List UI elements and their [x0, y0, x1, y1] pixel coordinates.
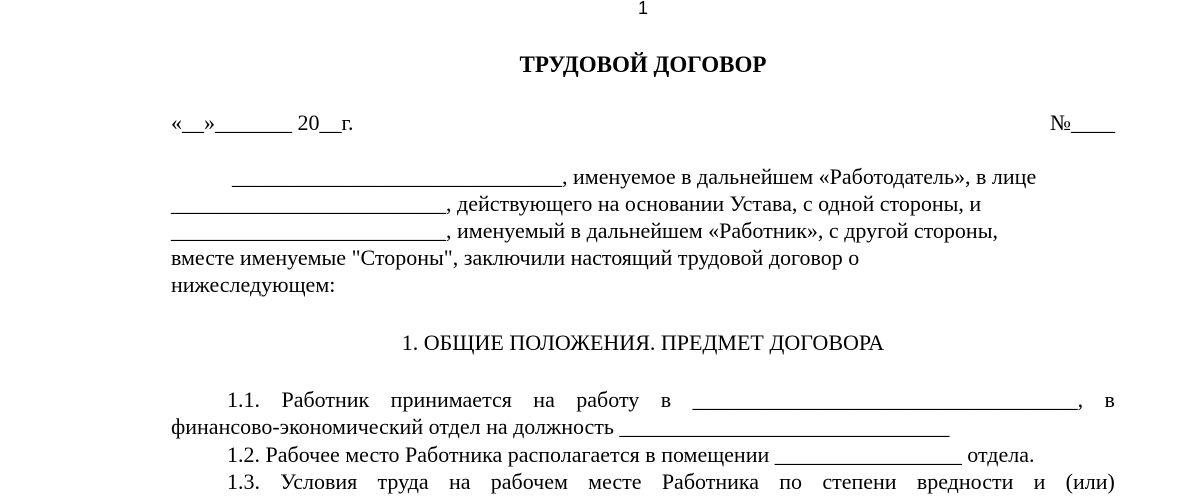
preamble-line-3: _________________________, именуемый в дальнейшем «Работник», с другой стороны,	[171, 218, 998, 243]
clause-word: Условия	[280, 469, 358, 494]
clause-word: месте	[588, 469, 642, 494]
clause-word: и	[1033, 469, 1046, 494]
preamble-line-1: ______________________________, именуемое в дальнейшем «Работодатель», в лице	[232, 164, 1037, 189]
clause-word: 1.3.	[227, 469, 260, 494]
clause-word: степени	[822, 469, 897, 494]
section-1-heading: 1. ОБЩИЕ ПОЛОЖЕНИЯ. ПРЕДМЕТ ДОГОВОРА	[401, 330, 885, 355]
clause-1-1-continuation: финансово-экономический отдел на должность ______________________________	[171, 414, 950, 439]
clause-word: работу	[576, 387, 640, 412]
preamble-line-5: нижеследующем:	[171, 272, 336, 297]
clause-word: на	[448, 469, 471, 494]
clause-word: в	[1104, 387, 1115, 412]
clause-word: вредности	[916, 469, 1014, 494]
page-number: 1	[637, 0, 648, 18]
clause-word: на	[533, 387, 555, 412]
clause-word: принимается	[390, 387, 512, 412]
clause-word: 1.1.	[227, 387, 260, 412]
contract-number-line: №____	[1050, 110, 1115, 135]
clause-word: в	[660, 387, 672, 412]
clause-word: по	[779, 469, 803, 494]
preamble-line-4: вместе именуемые "Стороны", заключили настоящий трудовой договор о	[171, 245, 860, 270]
clause-word: рабочем	[490, 469, 568, 494]
clause-1-3-first-line	[227, 468, 1115, 495]
contract-date-line: «__»_______ 20__г.	[171, 110, 354, 135]
clause-word: ___________________________________,	[692, 387, 1084, 412]
clause-1-2: 1.2. Рабочее место Работника располагается в помещении _________________ отдела.	[227, 442, 1035, 467]
document-title: ТРУДОВОЙ ДОГОВОР	[519, 52, 767, 77]
clause-word: Работника	[661, 469, 759, 494]
preamble-line-2: _________________________, действующего на основании Устава, с одной стороны, и	[171, 191, 982, 216]
clause-word: Работник	[281, 387, 370, 412]
clause-1-1-first-line	[227, 386, 1115, 413]
clause-word: труда	[377, 469, 429, 494]
clause-word: (или)	[1065, 469, 1115, 494]
